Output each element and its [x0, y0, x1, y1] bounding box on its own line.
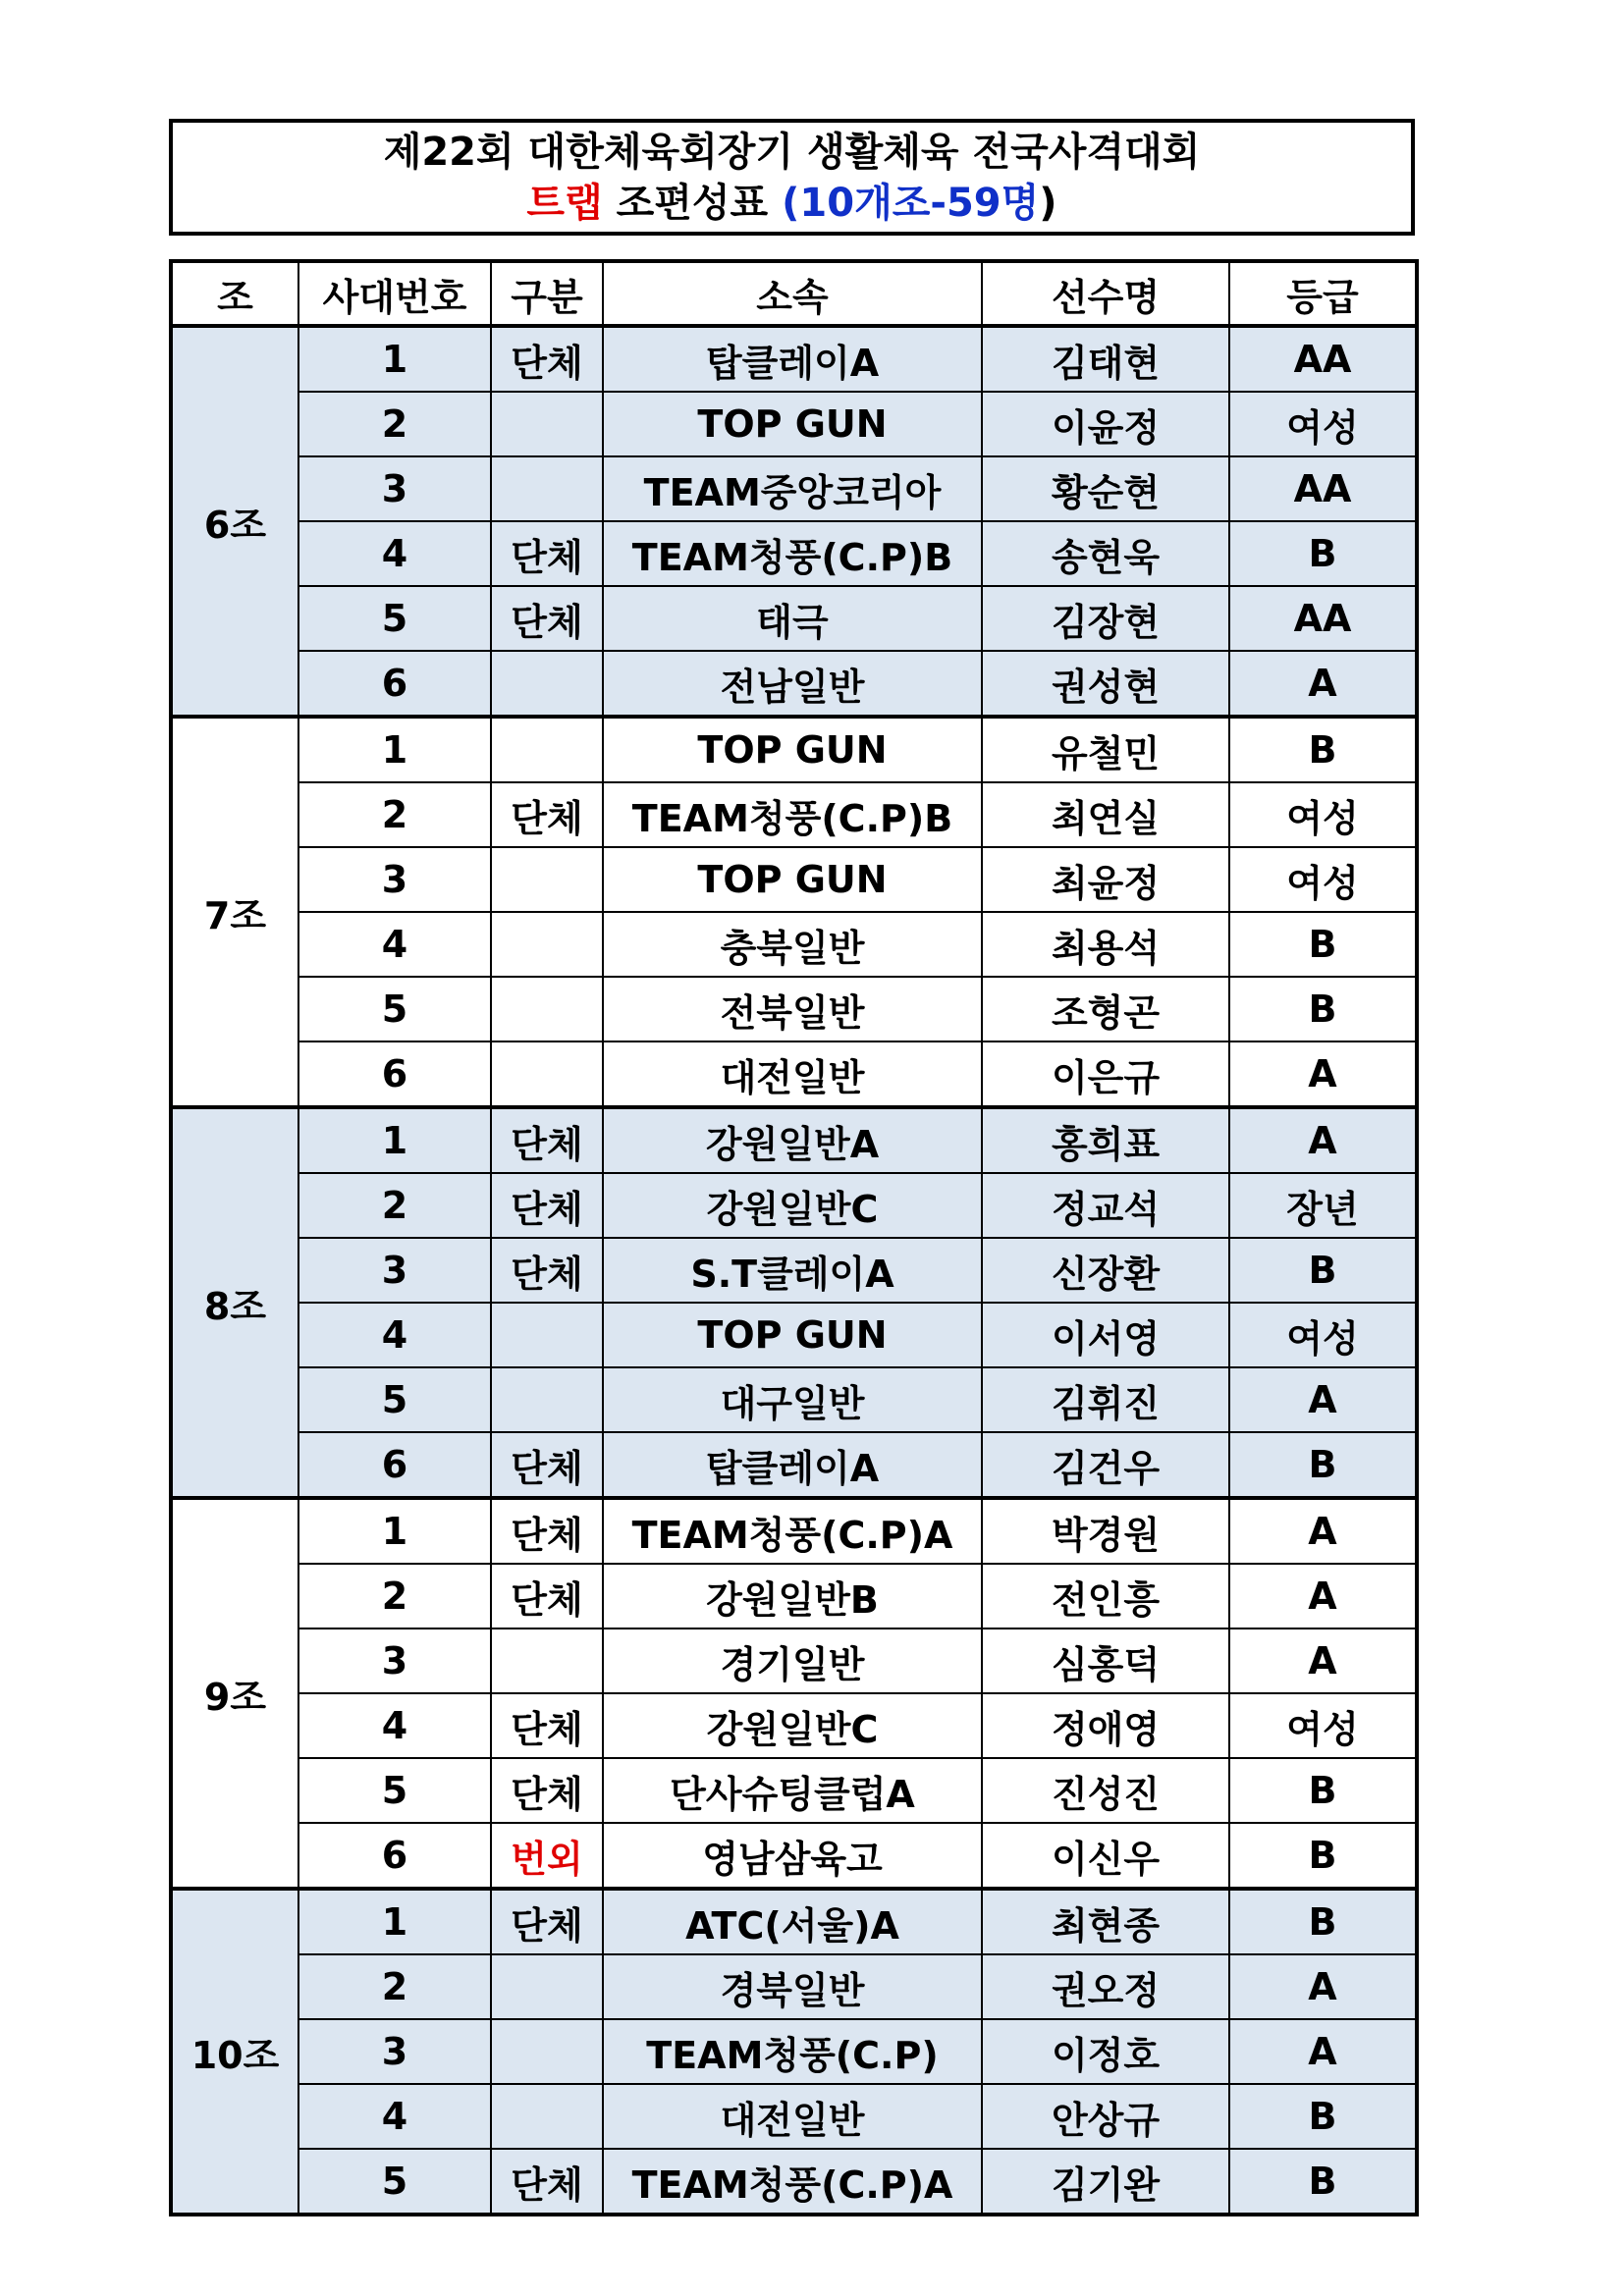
player-name-cell: 정교석 [982, 1173, 1229, 1238]
player-name-cell: 정애영 [982, 1693, 1229, 1758]
table-row [171, 326, 1417, 392]
grade-cell: B [1229, 1432, 1417, 1498]
player-name-cell: 김휘진 [982, 1367, 1229, 1432]
table-row [171, 717, 1417, 782]
team-cell: 전남일반 [603, 651, 982, 717]
entry-type-cell [491, 2084, 603, 2149]
table-row [171, 847, 1417, 912]
team-cell: 대구일반 [603, 1367, 982, 1432]
table-row [171, 1629, 1417, 1693]
team-cell: 대전일반 [603, 1041, 982, 1107]
table-row [171, 2084, 1417, 2149]
roster-body [171, 326, 1417, 2215]
grade-cell: A [1229, 1498, 1417, 1564]
station-number-cell: 2 [298, 1564, 491, 1629]
player-name-cell: 안상규 [982, 2084, 1229, 2149]
station-number-cell: 1 [298, 326, 491, 392]
station-number-cell: 5 [298, 1367, 491, 1432]
team-cell: 영남삼육고 [603, 1823, 982, 1889]
grade-cell: B [1229, 521, 1417, 586]
entry-type-cell [491, 1954, 603, 2019]
entry-type-cell [491, 847, 603, 912]
table-row [171, 1107, 1417, 1173]
grade-cell: B [1229, 717, 1417, 782]
squad-roster-table [169, 259, 1419, 2216]
station-number-cell: 6 [298, 1432, 491, 1498]
grade-cell: A [1229, 2019, 1417, 2084]
grade-cell: B [1229, 2084, 1417, 2149]
player-name-cell: 심홍덕 [982, 1629, 1229, 1693]
station-number-cell: 1 [298, 1889, 491, 1954]
entry-type-cell: 단체 [491, 2149, 603, 2215]
table-row [171, 651, 1417, 717]
grade-cell: 장년 [1229, 1173, 1417, 1238]
grade-cell: B [1229, 977, 1417, 1041]
table-row [171, 1564, 1417, 1629]
title-box [169, 119, 1415, 236]
entry-type-cell: 단체 [491, 1107, 603, 1173]
table-row [171, 1498, 1417, 1564]
player-name-cell: 이서영 [982, 1303, 1229, 1367]
player-name-cell: 김태현 [982, 326, 1229, 392]
entry-type-cell: 단체 [491, 1564, 603, 1629]
player-name-cell: 이은규 [982, 1041, 1229, 1107]
station-number-cell: 6 [298, 1823, 491, 1889]
grade-cell: B [1229, 1238, 1417, 1303]
station-number-cell: 5 [298, 1758, 491, 1823]
table-row [171, 586, 1417, 651]
team-cell: 강원일반B [603, 1564, 982, 1629]
team-cell: TEAM중앙코리아 [603, 456, 982, 521]
player-name-cell: 최연실 [982, 782, 1229, 847]
player-name-cell: 김장현 [982, 586, 1229, 651]
grade-cell: 여성 [1229, 1303, 1417, 1367]
grade-cell: A [1229, 1041, 1417, 1107]
station-number-cell: 1 [298, 717, 491, 782]
station-number-cell: 4 [298, 1303, 491, 1367]
team-cell: TEAM청풍(C.P) [603, 2019, 982, 2084]
grade-cell: 여성 [1229, 1693, 1417, 1758]
player-name-cell: 진성진 [982, 1758, 1229, 1823]
table-row [171, 1173, 1417, 1238]
team-cell: 경기일반 [603, 1629, 982, 1693]
grade-cell: 여성 [1229, 847, 1417, 912]
player-name-cell: 홍희표 [982, 1107, 1229, 1173]
team-cell: ATC(서울)A [603, 1889, 982, 1954]
entry-type-cell [491, 1629, 603, 1693]
table-row [171, 1367, 1417, 1432]
table-row [171, 1303, 1417, 1367]
table-row [171, 2149, 1417, 2215]
player-name-cell: 송현욱 [982, 521, 1229, 586]
station-number-cell: 3 [298, 847, 491, 912]
group-label: 6조 [171, 326, 298, 717]
entry-type-cell [491, 456, 603, 521]
player-name-cell: 조형곤 [982, 977, 1229, 1041]
entry-type-cell: 단체 [491, 1173, 603, 1238]
subtitle-paren-close: ) [1039, 180, 1057, 226]
station-number-cell: 4 [298, 2084, 491, 2149]
entry-type-cell: 단체 [491, 782, 603, 847]
grade-cell: 여성 [1229, 782, 1417, 847]
station-number-cell: 3 [298, 1629, 491, 1693]
col-header-group: 조 [171, 261, 298, 326]
grade-cell: A [1229, 651, 1417, 717]
player-name-cell: 이윤정 [982, 392, 1229, 456]
player-name-cell: 유철민 [982, 717, 1229, 782]
station-number-cell: 3 [298, 1238, 491, 1303]
table-row [171, 1238, 1417, 1303]
event-subtitle [526, 178, 1056, 229]
player-name-cell: 김건우 [982, 1432, 1229, 1498]
grade-cell: A [1229, 1107, 1417, 1173]
team-cell: 경북일반 [603, 1954, 982, 2019]
grade-cell: AA [1229, 326, 1417, 392]
player-name-cell: 박경원 [982, 1498, 1229, 1564]
entry-type-cell: 단체 [491, 1693, 603, 1758]
table-row [171, 1758, 1417, 1823]
player-name-cell: 최윤정 [982, 847, 1229, 912]
table-row [171, 1693, 1417, 1758]
station-number-cell: 4 [298, 521, 491, 586]
team-cell: TEAM청풍(C.P)B [603, 521, 982, 586]
station-number-cell: 1 [298, 1498, 491, 1564]
team-cell: 단사슈팅클럽A [603, 1758, 982, 1823]
entry-type-cell [491, 1041, 603, 1107]
grade-cell: 여성 [1229, 392, 1417, 456]
entry-type-cell [491, 912, 603, 977]
entry-type-cell [491, 977, 603, 1041]
table-row [171, 782, 1417, 847]
table-row [171, 1432, 1417, 1498]
subtitle-paren-open: ( [782, 180, 800, 226]
team-cell: 충북일반 [603, 912, 982, 977]
player-name-cell: 황순현 [982, 456, 1229, 521]
team-cell: 강원일반C [603, 1693, 982, 1758]
team-cell: TEAM청풍(C.P)A [603, 2149, 982, 2215]
grade-cell: B [1229, 1758, 1417, 1823]
event-discipline: 트랩 [526, 180, 603, 226]
group-label: 8조 [171, 1107, 298, 1498]
team-cell: TOP GUN [603, 717, 982, 782]
team-cell: 태극 [603, 586, 982, 651]
grade-cell: AA [1229, 586, 1417, 651]
grade-cell: B [1229, 1889, 1417, 1954]
grade-cell: A [1229, 1564, 1417, 1629]
team-cell: 강원일반C [603, 1173, 982, 1238]
team-cell: TEAM청풍(C.P)B [603, 782, 982, 847]
table-row [171, 1889, 1417, 1954]
station-number-cell: 3 [298, 2019, 491, 2084]
col-header-team: 소속 [603, 261, 982, 326]
entry-type-cell [491, 2019, 603, 2084]
entry-type-cell: 단체 [491, 1758, 603, 1823]
table-row [171, 2019, 1417, 2084]
team-cell: TEAM청풍(C.P)A [603, 1498, 982, 1564]
table-row [171, 1954, 1417, 2019]
player-name-cell: 권오정 [982, 1954, 1229, 2019]
col-header-type: 구분 [491, 261, 603, 326]
table-row [171, 456, 1417, 521]
team-cell: 강원일반A [603, 1107, 982, 1173]
station-number-cell: 6 [298, 1041, 491, 1107]
table-row [171, 1041, 1417, 1107]
table-row [171, 912, 1417, 977]
station-number-cell: 6 [298, 651, 491, 717]
grade-cell: B [1229, 1823, 1417, 1889]
station-number-cell: 4 [298, 1693, 491, 1758]
player-name-cell: 전인흥 [982, 1564, 1229, 1629]
entry-type-cell [491, 717, 603, 782]
station-number-cell: 5 [298, 977, 491, 1041]
col-header-player: 선수명 [982, 261, 1229, 326]
player-name-cell: 최용석 [982, 912, 1229, 977]
event-title: 제22회 대한체육회장기 생활체육 전국사격대회 [383, 129, 1201, 175]
table-row [171, 977, 1417, 1041]
grade-cell: AA [1229, 456, 1417, 521]
station-number-cell: 2 [298, 392, 491, 456]
player-name-cell: 신장환 [982, 1238, 1229, 1303]
entry-type-cell: 단체 [491, 326, 603, 392]
entry-type-cell [491, 1303, 603, 1367]
col-header-grade: 등급 [1229, 261, 1417, 326]
station-number-cell: 2 [298, 1954, 491, 2019]
station-number-cell: 1 [298, 1107, 491, 1173]
group-label: 10조 [171, 1889, 298, 2215]
group-label: 9조 [171, 1498, 298, 1889]
table-row [171, 392, 1417, 456]
entry-type-cell [491, 392, 603, 456]
grade-cell: A [1229, 1629, 1417, 1693]
entry-type-cell: 단체 [491, 1889, 603, 1954]
player-name-cell: 김기완 [982, 2149, 1229, 2215]
header-row [171, 261, 1417, 326]
entry-type-cell: 단체 [491, 1498, 603, 1564]
player-name-cell: 이정호 [982, 2019, 1229, 2084]
team-cell: 전북일반 [603, 977, 982, 1041]
col-header-station: 사대번호 [298, 261, 491, 326]
entry-type-cell: 단체 [491, 1432, 603, 1498]
team-cell: S.T클레이A [603, 1238, 982, 1303]
team-cell: 대전일반 [603, 2084, 982, 2149]
entry-type-cell: 번외 [491, 1823, 603, 1889]
player-name-cell: 이신우 [982, 1823, 1229, 1889]
entry-type-cell [491, 651, 603, 717]
grade-cell: B [1229, 912, 1417, 977]
station-number-cell: 4 [298, 912, 491, 977]
station-number-cell: 3 [298, 456, 491, 521]
entry-type-cell [491, 1367, 603, 1432]
station-number-cell: 2 [298, 1173, 491, 1238]
grade-cell: A [1229, 1367, 1417, 1432]
entry-type-cell: 단체 [491, 1238, 603, 1303]
player-name-cell: 권성현 [982, 651, 1229, 717]
entry-type-cell: 단체 [491, 586, 603, 651]
grade-cell: A [1229, 1954, 1417, 2019]
entry-type-cell: 단체 [491, 521, 603, 586]
player-name-cell: 최현종 [982, 1889, 1229, 1954]
team-cell: 탑클레이A [603, 1432, 982, 1498]
station-number-cell: 5 [298, 586, 491, 651]
table-row [171, 521, 1417, 586]
team-cell: TOP GUN [603, 392, 982, 456]
grade-cell: B [1229, 2149, 1417, 2215]
team-cell: 탑클레이A [603, 326, 982, 392]
subtitle-label: 조편성표 [616, 180, 769, 226]
station-number-cell: 5 [298, 2149, 491, 2215]
station-number-cell: 2 [298, 782, 491, 847]
team-cell: TOP GUN [603, 1303, 982, 1367]
team-cell: TOP GUN [603, 847, 982, 912]
table-row [171, 1823, 1417, 1889]
group-label: 7조 [171, 717, 298, 1107]
group-count-summary: 10개조-59명 [799, 180, 1040, 226]
